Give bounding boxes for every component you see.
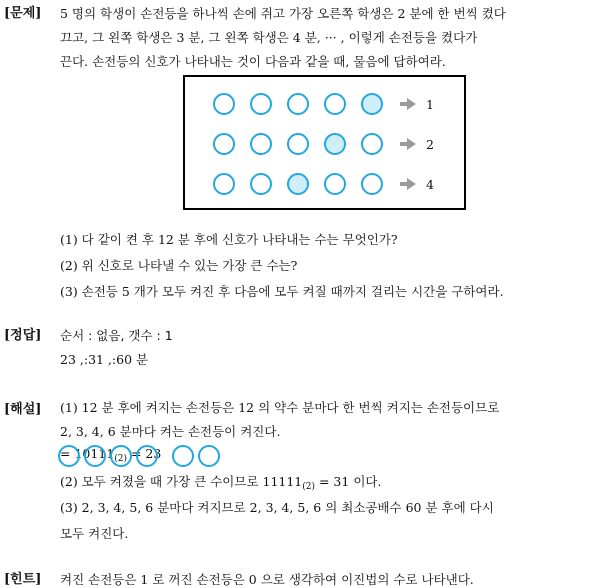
- base-subscript: (2): [302, 482, 316, 492]
- circle-icon: [213, 173, 235, 195]
- circle-icon: [213, 133, 235, 155]
- explanation-line-4: [60, 472, 381, 492]
- arrow-right-icon: [400, 138, 416, 150]
- circle-icon: [84, 445, 106, 467]
- lit-circle-icon: [361, 93, 383, 115]
- signal-value: 4: [426, 176, 434, 192]
- problem-tag: [문제]: [4, 6, 42, 21]
- answer-tag: [정답]: [4, 328, 42, 343]
- circle-icon: [250, 93, 272, 115]
- arrow-right-icon: [400, 178, 416, 190]
- problem-line-2: 끄고, 그 왼쪽 학생은 3 분, 그 왼쪽 학생은 4 분, ··· , 이렇게 손전등을 켰다가: [60, 30, 478, 45]
- circle-icon: [361, 173, 383, 195]
- hint-line: 켜진 손전등은 1 로 꺼진 손전등은 0 으로 생각하여 이진법의 수로 나타낸다.: [60, 572, 474, 587]
- signal-row-1: [213, 91, 434, 117]
- lit-circle-icon: [287, 173, 309, 195]
- answer-line-1: 순서 : 없음, 갯수 : 1: [60, 328, 173, 343]
- circle-icon: [250, 173, 272, 195]
- circle-icon: [361, 133, 383, 155]
- hint-tag: [힌트]: [4, 572, 42, 587]
- explanation-line-6: 모두 켜진다.: [60, 526, 129, 541]
- binary-expression: = 10111: [60, 446, 115, 461]
- signal-figure-box: [183, 75, 466, 210]
- circle-icon: [198, 445, 220, 467]
- base-subscript: (2): [114, 454, 127, 464]
- question-2: (2) 위 신호로 나타낼 수 있는 가장 큰 수는?: [60, 258, 298, 273]
- circle-icon: [287, 93, 309, 115]
- lit-circle-icon: [324, 133, 346, 155]
- answer-line-2: 23 ,:31 ,:60 분: [60, 352, 149, 367]
- problem-line-3: 끈다. 손전등의 신호가 나타내는 것이 다음과 같을 때, 물음에 답하여라.: [60, 54, 446, 69]
- circle-icon: [136, 445, 158, 467]
- circle-icon: [250, 133, 272, 155]
- circle-icon: [287, 133, 309, 155]
- decimal-result: = 23: [126, 446, 162, 461]
- circle-icon: [324, 173, 346, 195]
- signal-value: 2: [426, 136, 434, 152]
- max-decimal-text: = 31 이다.: [315, 474, 382, 489]
- explanation-tag: [해설]: [4, 402, 42, 417]
- signal-value: 1: [426, 96, 434, 112]
- max-binary-text: (2) 모두 켜졌을 때 가장 큰 수이므로 11111: [60, 474, 303, 489]
- circle-icon: [213, 93, 235, 115]
- circle-icon: [58, 445, 80, 467]
- arrow-right-icon: [400, 98, 416, 110]
- explanation-line-2: 2, 3, 4, 6 분마다 켜는 손전등이 켜진다.: [60, 424, 281, 439]
- circle-icon: [324, 93, 346, 115]
- problem-line-1: 5 명의 학생이 손전등을 하나씩 손에 쥐고 가장 오른쪽 학생은 2 분에 한 번씩 켰다: [60, 6, 506, 21]
- explanation-line-1: (1) 12 분 후에 켜지는 손전등은 12 의 약수 분마다 한 번씩 켜지는 손전등이므로: [60, 400, 500, 415]
- signal-row-3: [213, 171, 434, 197]
- question-3: (3) 손전등 5 개가 모두 켜진 후 다음에 모두 켜질 때까지 걸리는 시간을 구하여라.: [60, 284, 504, 299]
- circle-icon: [172, 445, 194, 467]
- question-1: (1) 다 같이 켠 후 12 분 후에 신호가 나타내는 수는 무엇인가?: [60, 232, 398, 247]
- signal-row-2: [213, 131, 434, 157]
- circle-icon: [110, 445, 132, 467]
- explanation-line-5: (3) 2, 3, 4, 5, 6 분마다 켜지므로 2, 3, 4, 5, 6 의 최소공배수 60 분 후에 다시: [60, 500, 494, 515]
